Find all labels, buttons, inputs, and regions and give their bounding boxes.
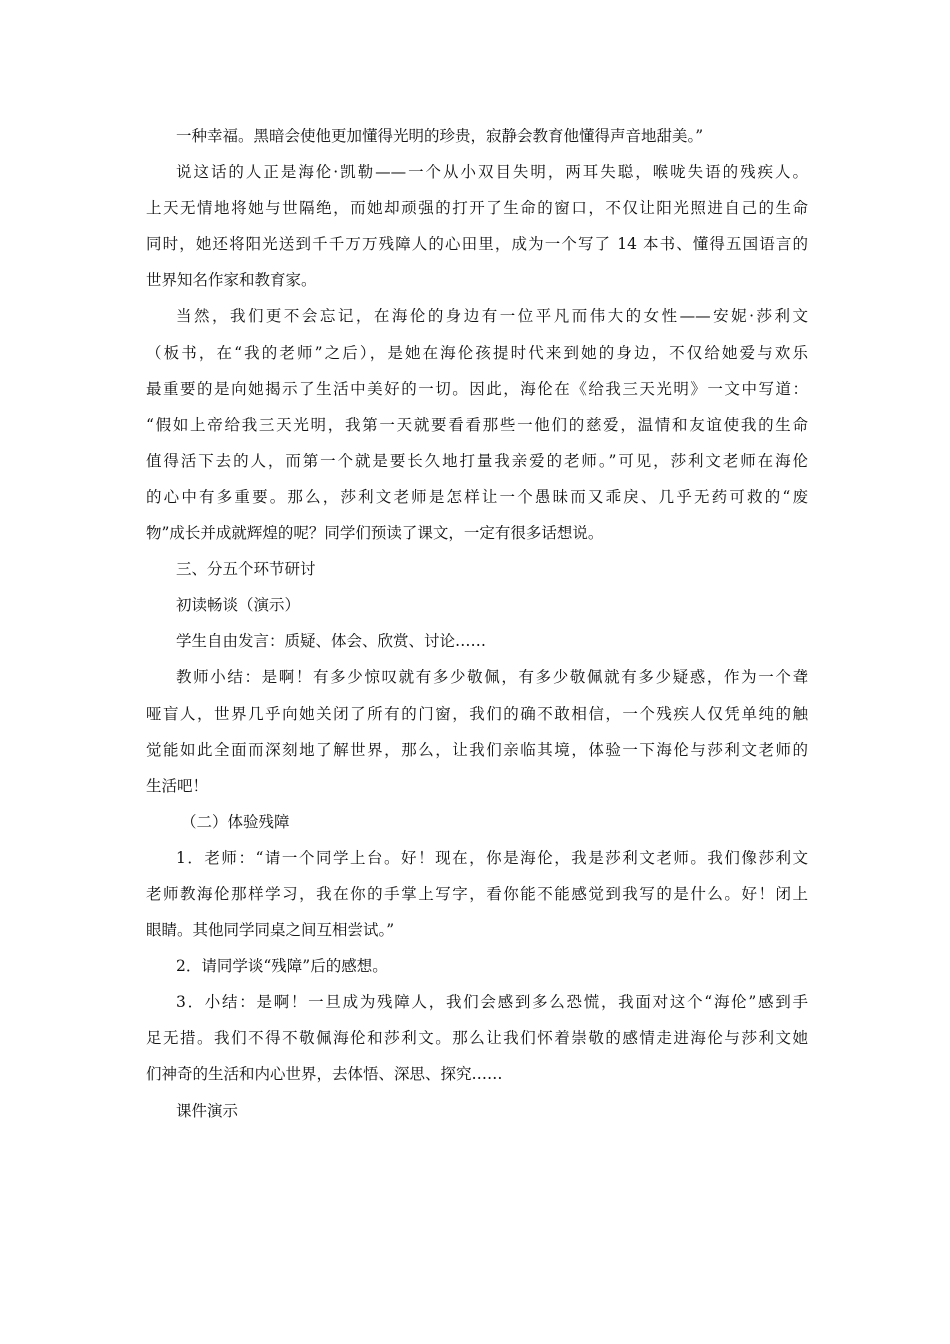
text-line: 说这话的人正是海伦·凯勒——一个从小双目失明，两耳失聪，喉咙失语的残疾人。 (176, 163, 808, 182)
subsection-heading: （二）体验残障 (181, 812, 290, 831)
text-line: 生活吧！ (146, 776, 209, 795)
text-line: 觉能如此全面而深刻地了解世界，那么，让我们亲临其境，体验一下海伦与莎利文老师的 (146, 740, 808, 759)
text-line: （板书，在“我的老师”之后），是她在海伦孩提时代来到她的身边，不仅给她爱与欢乐 (146, 343, 808, 362)
text-line: 上天无情地将她与世隔绝，而她却顽强的打开了生命的窗口，不仅让阳光照进自己的生命 (146, 199, 808, 218)
text-line: 哑盲人，世界几乎向她关闭了所有的门窗，我们的确不敢相信，一个残疾人仅凭单纯的触 (146, 704, 808, 723)
subsection-heading: 课件演示 (176, 1101, 239, 1120)
text-line: 物”成长并成就辉煌的呢？同学们预读了课文，一定有很多话想说。 (146, 524, 604, 543)
text-line: 教师小结：是啊！有多少惊叹就有多少敬佩，有多少敬佩就有多少疑惑，作为一个聋 (176, 668, 808, 687)
text-line: 世界知名作家和教育家。 (146, 271, 317, 290)
section-heading: 三、分五个环节研讨 (176, 560, 316, 579)
text-line: 学生自由发言：质疑、体会、欣赏、讨论…… (176, 632, 487, 651)
text-line: 当然，我们更不会忘记，在海伦的身边有一位平凡而伟大的女性——安妮·莎利文 (176, 307, 808, 326)
subsection-heading: 初读畅谈（演示） (176, 596, 301, 615)
text-line: 老师教海伦那样学习，我在你的手掌上写字，看你能不能感觉到我写的是什么。好！闭上 (146, 884, 808, 903)
text-line: 最重要的是向她揭示了生活中美好的一切。因此，海伦在《给我三天光明》一文中写道： (146, 379, 808, 398)
text-line: 同时，她还将阳光送到千千万万残障人的心田里，成为一个写了 14 本书、懂得五国语言的 (146, 235, 808, 254)
text-line: 们神奇的生活和内心世界，去体悟、深思、探究…… (146, 1065, 503, 1084)
text-line: 值得活下去的人，而第一个就是要长久地打量我亲爱的老师。”可见，莎利文老师在海伦 (146, 451, 808, 470)
text-line: “假如上帝给我三天光明，我第一天就要看看那些一他们的慈爱，温情和友谊使我的生命 (146, 415, 808, 434)
text-line: 足无措。我们不得不敬佩海伦和莎利文。那么让我们怀着崇敬的感情走进海伦与莎利文她 (146, 1029, 808, 1048)
document-body (146, 118, 808, 1129)
text-line: 的心中有多重要。那么，莎利文老师是怎样让一个愚昧而又乖戾、几乎无药可救的“废 (146, 487, 808, 506)
text-line: 一种幸福。黑暗会使他更加懂得光明的珍贵，寂静会教育他懂得声音地甜美。” (176, 127, 704, 145)
text-line: 2．请同学谈“残障”后的感想。 (176, 957, 388, 976)
text-line: 3．小结：是啊！一旦成为残障人，我们会感到多么恐慌，我面对这个“海伦”感到手 (176, 993, 808, 1012)
text-line: 眼睛。其他同学同桌之间互相尝试。” (146, 921, 395, 940)
text-line: 1．老师：“请一个同学上台。好！现在，你是海伦，我是莎利文老师。我们像莎利文 (176, 848, 808, 867)
